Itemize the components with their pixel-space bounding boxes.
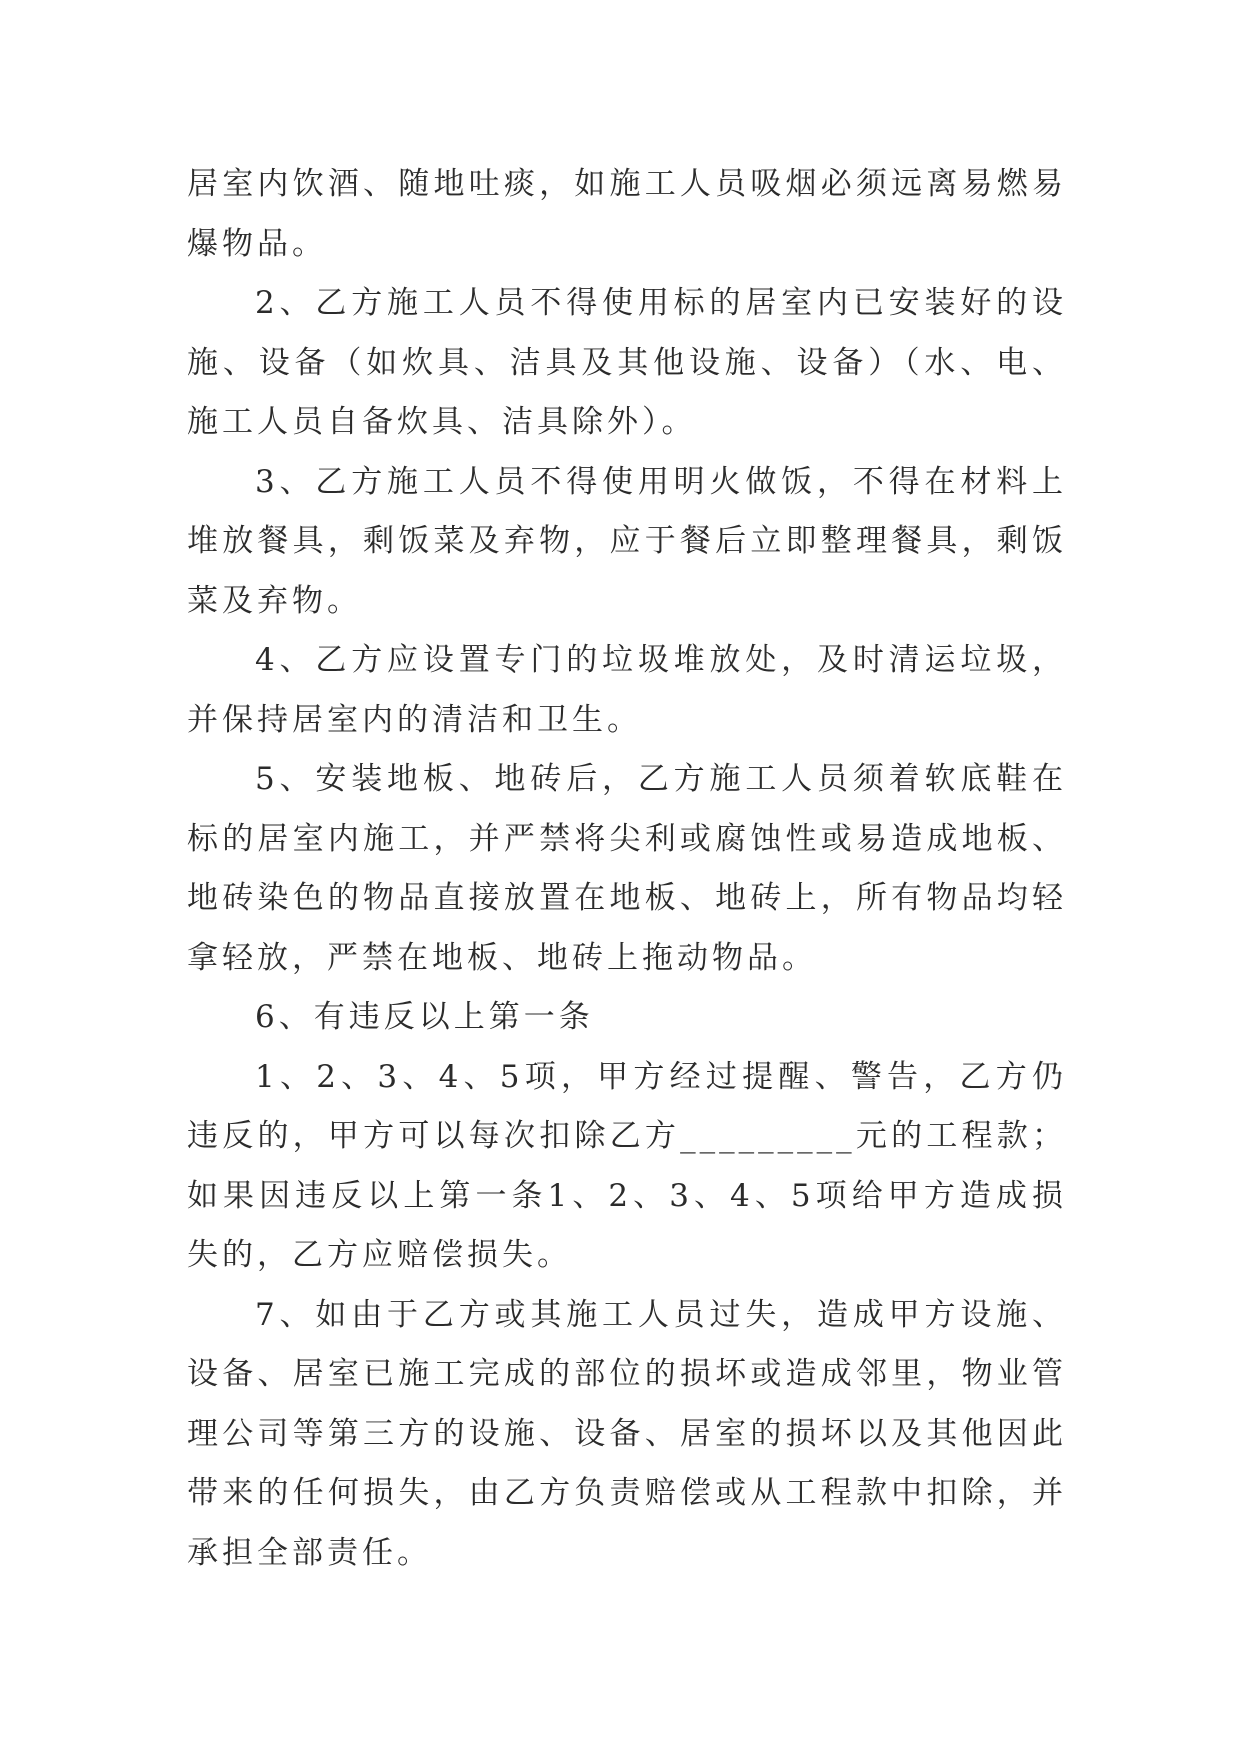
paragraph-penalty: 1、2、3、4、5项，甲方经过提醒、警告，乙方仍违反的，甲方可以每次扣除乙方_________元的工程款；如果因违反以上第一条1、2、3、4、5项给甲方造成损失的，乙方应赔偿损失。 (187, 1058, 1067, 1273)
paragraph-clause-2: 2、乙方施工人员不得使用标的居室内已安装好的设施、设备（如炊具、洁具及其他设施、设备）（水、电、施工人员自备炊具、洁具除外）。 (187, 285, 1067, 440)
paragraph-clause-4: 4、乙方应设置专门的垃圾堆放处，及时清运垃圾，并保持居室内的清洁和卫生。 (187, 642, 1067, 738)
paragraph-clause-3: 3、乙方施工人员不得使用明火做饭，不得在材料上堆放餐具，剩饭菜及弃物，应于餐后立即整理餐具，剩饭菜及弃物。 (187, 463, 1067, 619)
body-text (187, 155, 1067, 1583)
paragraph-clause-6: 6、有违反以上第一条 (255, 999, 594, 1035)
paragraph-continuation: 居室内饮酒、随地吐痰，如施工人员吸烟必须远离易燃易爆物品。 (187, 166, 1067, 262)
paragraph-clause-7: 7、如由于乙方或其施工人员过失，造成甲方设施、设备、居室已施工完成的部位的损坏或造成邻里，物业管理公司等第三方的设施、设备、居室的损坏以及其他因此带来的任何损失，由乙方负责赔偿或从工程款中扣除，并承担全部责任。 (187, 1296, 1067, 1571)
paragraph-clause-5: 5、安装地板、地砖后，乙方施工人员须着软底鞋在标的居室内施工，并严禁将尖利或腐蚀性或易造成地板、地砖染色的物品直接放置在地板、地砖上，所有物品均轻拿轻放，严禁在地板、地砖上拖动物品。 (187, 761, 1067, 976)
